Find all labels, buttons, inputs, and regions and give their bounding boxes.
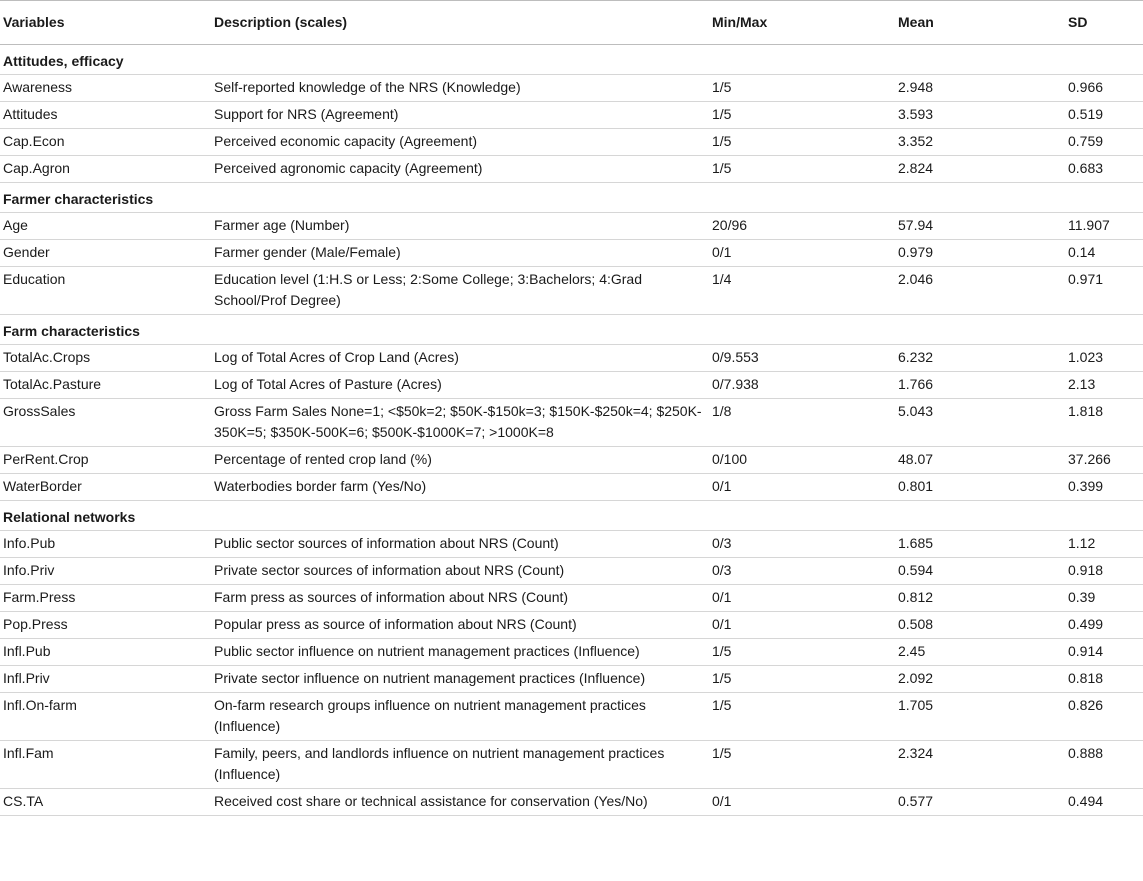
table-body: [0, 45, 1143, 816]
cell-mean: 0.979: [894, 240, 1064, 267]
cell-sd: 0.971: [1064, 267, 1143, 315]
cell-description: Popular press as source of information about NRS (Count): [210, 612, 708, 639]
table-row: [0, 102, 1143, 129]
cell-variable: TotalAc.Crops: [0, 345, 210, 372]
cell-variable: TotalAc.Pasture: [0, 372, 210, 399]
cell-sd: 0.683: [1064, 156, 1143, 183]
cell-sd: 2.13: [1064, 372, 1143, 399]
cell-mean: 0.508: [894, 612, 1064, 639]
cell-variable: WaterBorder: [0, 474, 210, 501]
table-row: [0, 474, 1143, 501]
table-row: [0, 399, 1143, 447]
cell-min-max: 1/5: [708, 693, 894, 741]
cell-sd: 37.266: [1064, 447, 1143, 474]
cell-sd: 0.399: [1064, 474, 1143, 501]
cell-sd: 0.914: [1064, 639, 1143, 666]
cell-min-max: 1/5: [708, 129, 894, 156]
section-row: [0, 315, 1143, 345]
table-row: [0, 612, 1143, 639]
table-row: [0, 789, 1143, 816]
cell-variable: Infl.Priv: [0, 666, 210, 693]
cell-variable: Pop.Press: [0, 612, 210, 639]
cell-mean: 1.766: [894, 372, 1064, 399]
cell-mean: 2.324: [894, 741, 1064, 789]
cell-sd: 0.519: [1064, 102, 1143, 129]
cell-variable: Cap.Agron: [0, 156, 210, 183]
cell-sd: 11.907: [1064, 213, 1143, 240]
cell-min-max: 0/1: [708, 240, 894, 267]
header-description: Description (scales): [210, 1, 708, 45]
cell-min-max: 0/1: [708, 789, 894, 816]
cell-mean: 57.94: [894, 213, 1064, 240]
cell-mean: 0.577: [894, 789, 1064, 816]
table-row: [0, 129, 1143, 156]
cell-sd: 0.39: [1064, 585, 1143, 612]
cell-mean: 2.092: [894, 666, 1064, 693]
cell-description: Perceived agronomic capacity (Agreement): [210, 156, 708, 183]
cell-sd: 0.14: [1064, 240, 1143, 267]
cell-min-max: 0/7.938: [708, 372, 894, 399]
cell-min-max: 0/1: [708, 474, 894, 501]
table-row: [0, 447, 1143, 474]
cell-variable: Education: [0, 267, 210, 315]
cell-mean: 0.801: [894, 474, 1064, 501]
cell-description: Farmer gender (Male/Female): [210, 240, 708, 267]
cell-description: Percentage of rented crop land (%): [210, 447, 708, 474]
cell-sd: 0.966: [1064, 75, 1143, 102]
cell-description: Log of Total Acres of Crop Land (Acres): [210, 345, 708, 372]
cell-description: On-farm research groups influence on nutrient management practices (Influence): [210, 693, 708, 741]
cell-min-max: 1/5: [708, 75, 894, 102]
cell-sd: 1.818: [1064, 399, 1143, 447]
cell-min-max: 1/5: [708, 156, 894, 183]
cell-description: Waterbodies border farm (Yes/No): [210, 474, 708, 501]
table-row: [0, 666, 1143, 693]
cell-variable: CS.TA: [0, 789, 210, 816]
cell-variable: GrossSales: [0, 399, 210, 447]
cell-min-max: 0/1: [708, 585, 894, 612]
table-row: [0, 693, 1143, 741]
cell-sd: 0.499: [1064, 612, 1143, 639]
section-title: Farm characteristics: [0, 315, 1143, 345]
cell-min-max: 1/5: [708, 666, 894, 693]
cell-description: Perceived economic capacity (Agreement): [210, 129, 708, 156]
cell-min-max: 1/5: [708, 102, 894, 129]
section-title: Farmer characteristics: [0, 183, 1143, 213]
cell-variable: Infl.Pub: [0, 639, 210, 666]
cell-min-max: 0/3: [708, 531, 894, 558]
header-row: [0, 1, 1143, 45]
section-title: Attitudes, efficacy: [0, 45, 1143, 75]
table-row: [0, 213, 1143, 240]
cell-min-max: 0/100: [708, 447, 894, 474]
cell-sd: 0.888: [1064, 741, 1143, 789]
cell-mean: 5.043: [894, 399, 1064, 447]
cell-variable: Infl.Fam: [0, 741, 210, 789]
cell-description: Farm press as sources of information about NRS (Count): [210, 585, 708, 612]
cell-variable: Info.Priv: [0, 558, 210, 585]
cell-description: Log of Total Acres of Pasture (Acres): [210, 372, 708, 399]
table-row: [0, 156, 1143, 183]
cell-variable: Infl.On-farm: [0, 693, 210, 741]
cell-min-max: 1/5: [708, 741, 894, 789]
section-row: [0, 183, 1143, 213]
cell-mean: 3.352: [894, 129, 1064, 156]
table-row: [0, 240, 1143, 267]
cell-min-max: 0/3: [708, 558, 894, 585]
cell-sd: 0.494: [1064, 789, 1143, 816]
table-row: [0, 372, 1143, 399]
header-variables: Variables: [0, 1, 210, 45]
cell-description: Received cost share or technical assistance for conservation (Yes/No): [210, 789, 708, 816]
table-row: [0, 267, 1143, 315]
cell-mean: 1.685: [894, 531, 1064, 558]
cell-min-max: 0/1: [708, 612, 894, 639]
cell-mean: 6.232: [894, 345, 1064, 372]
cell-description: Public sector influence on nutrient management practices (Influence): [210, 639, 708, 666]
cell-variable: Info.Pub: [0, 531, 210, 558]
table-row: [0, 345, 1143, 372]
cell-description: Private sector sources of information about NRS (Count): [210, 558, 708, 585]
cell-mean: 1.705: [894, 693, 1064, 741]
table-row: [0, 639, 1143, 666]
cell-description: Public sector sources of information about NRS (Count): [210, 531, 708, 558]
cell-description: Support for NRS (Agreement): [210, 102, 708, 129]
table-row: [0, 585, 1143, 612]
cell-mean: 2.948: [894, 75, 1064, 102]
cell-variable: Awareness: [0, 75, 210, 102]
table-row: [0, 741, 1143, 789]
cell-variable: Age: [0, 213, 210, 240]
cell-description: Private sector influence on nutrient management practices (Influence): [210, 666, 708, 693]
cell-min-max: 20/96: [708, 213, 894, 240]
cell-mean: 0.812: [894, 585, 1064, 612]
cell-mean: 2.824: [894, 156, 1064, 183]
table-row: [0, 75, 1143, 102]
cell-sd: 0.918: [1064, 558, 1143, 585]
cell-variable: Attitudes: [0, 102, 210, 129]
cell-sd: 0.818: [1064, 666, 1143, 693]
header-min-max: Min/Max: [708, 1, 894, 45]
header-mean: Mean: [894, 1, 1064, 45]
cell-min-max: 1/4: [708, 267, 894, 315]
table-row: [0, 558, 1143, 585]
cell-min-max: 0/9.553: [708, 345, 894, 372]
cell-mean: 48.07: [894, 447, 1064, 474]
cell-min-max: 1/5: [708, 639, 894, 666]
cell-description: Farmer age (Number): [210, 213, 708, 240]
cell-variable: Gender: [0, 240, 210, 267]
cell-variable: Cap.Econ: [0, 129, 210, 156]
cell-variable: Farm.Press: [0, 585, 210, 612]
cell-description: Family, peers, and landlords influence on nutrient management practices (Influence): [210, 741, 708, 789]
cell-description: Self-reported knowledge of the NRS (Knowledge): [210, 75, 708, 102]
section-title: Relational networks: [0, 501, 1143, 531]
cell-mean: 0.594: [894, 558, 1064, 585]
cell-description: Gross Farm Sales None=1; <$50k=2; $50K-$150k=3; $150K-$250k=4; $250K-350K=5; $350K-500K=6; $500K-$1000K=7; >1000K=8: [210, 399, 708, 447]
cell-sd: 1.023: [1064, 345, 1143, 372]
cell-variable: PerRent.Crop: [0, 447, 210, 474]
cell-sd: 0.826: [1064, 693, 1143, 741]
cell-mean: 2.046: [894, 267, 1064, 315]
cell-description: Education level (1:H.S or Less; 2:Some College; 3:Bachelors; 4:Grad School/Prof Degree): [210, 267, 708, 315]
cell-sd: 1.12: [1064, 531, 1143, 558]
cell-sd: 0.759: [1064, 129, 1143, 156]
section-row: [0, 45, 1143, 75]
cell-mean: 3.593: [894, 102, 1064, 129]
table-row: [0, 531, 1143, 558]
section-row: [0, 501, 1143, 531]
cell-mean: 2.45: [894, 639, 1064, 666]
cell-min-max: 1/8: [708, 399, 894, 447]
header-sd: SD: [1064, 1, 1143, 45]
